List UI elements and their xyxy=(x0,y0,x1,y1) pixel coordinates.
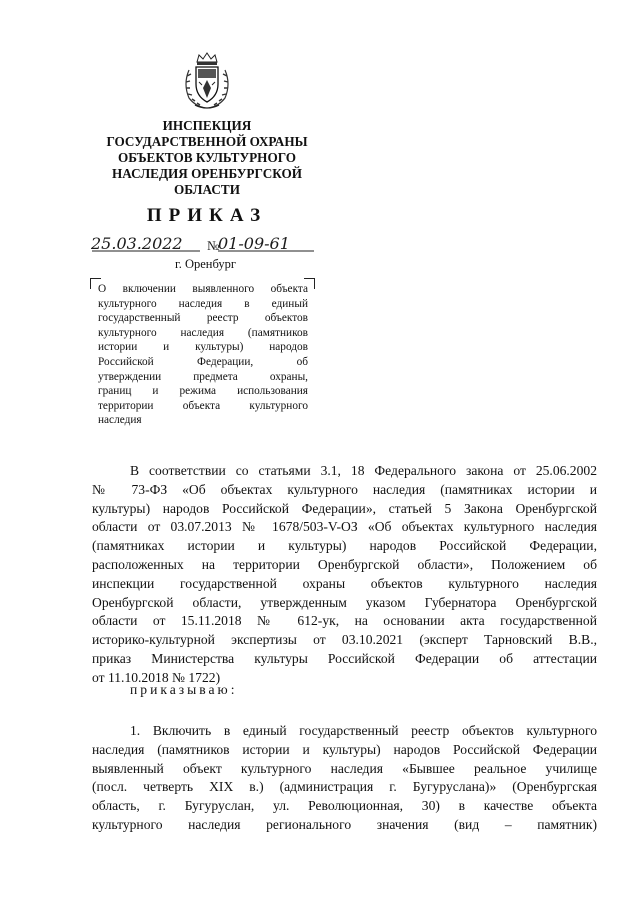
preamble-line: культуры) народов Российской Федерации», статьей 5 Закона Оренбургской xyxy=(92,500,597,516)
preamble-line: (памятниках истории и культуры) народов Российской Федерации, xyxy=(92,538,597,554)
order-word: приказываю: xyxy=(130,682,238,697)
preamble-paragraph xyxy=(92,462,597,688)
subject-line: Российской Федерации, об xyxy=(98,355,308,368)
organization-name xyxy=(92,118,322,198)
item-line: область, г. Бугуруслан, ул. Революционная, 30) в качестве объекта xyxy=(92,798,597,814)
item-line: 1. Включить в единый государственный реестр объектов культурного xyxy=(130,723,597,738)
item-line: (посл. четверть XIX в.) (администрация г. Бугуруслана)» (Оренбургская xyxy=(92,779,597,795)
preamble-line: области от 15.11.2018 № 612-ук, на основании акта государственной xyxy=(92,613,597,629)
subject-line: утверждении предмета охраны, xyxy=(98,370,308,383)
number-sign: № xyxy=(207,238,220,253)
preamble-line: инспекции государственной охраны объектов культурного наследия xyxy=(92,575,597,591)
preamble-line: Оренбургской области, утвержденным указом Губернатора Оренбургской xyxy=(92,594,597,610)
handwritten-number: 01-09-61 xyxy=(218,234,290,253)
preamble-line: В соответствии со статьями 3.1, 18 Федерального закона от 25.06.2002 xyxy=(130,463,597,478)
org-line: ГОСУДАРСТВЕННОЙ ОХРАНЫ xyxy=(106,134,308,149)
subject-line: государственный реестр объектов xyxy=(98,312,308,325)
subject-line: О включении выявленного объекта xyxy=(98,283,308,295)
org-line: ИНСПЕКЦИЯ xyxy=(162,118,252,133)
order-item-1 xyxy=(92,722,597,835)
city-label: г. Оренбург xyxy=(175,257,236,271)
org-line: НАСЛЕДИЯ ОРЕНБУРГСКОЙ xyxy=(112,166,302,181)
coat-of-arms-emblem xyxy=(181,52,233,112)
preamble-line: приказ Министерства культуры Российской Федерации об аттестации xyxy=(92,650,597,666)
org-line: ОБЛАСТИ xyxy=(174,182,240,197)
preamble-line: историко-культурной экспертизы от 03.10.2021 (эксперт Тарновский В.В., xyxy=(92,632,597,648)
subject-line: территории объекта культурного xyxy=(98,399,308,412)
order-subject xyxy=(98,282,308,428)
item-line: наследия (памятников истории и культуры) народов Российской Федерации xyxy=(92,741,597,757)
subject-line: наследия xyxy=(98,414,142,427)
subject-line: границ и режима использования xyxy=(98,385,308,398)
handwritten-date: 25.03.2022 xyxy=(91,234,183,253)
preamble-line: от 11.10.2018 № 1722) xyxy=(92,669,221,685)
subject-line: культурного наследия (памятников xyxy=(98,326,308,339)
preamble-line: области от 03.07.2013 № 1678/503-V-ОЗ «Об объектах культурного наследия xyxy=(92,519,597,535)
item-line: выявленный объект культурного наследия «Бывшее реальное училище xyxy=(92,760,597,776)
subject-line: культурного наследия в единый xyxy=(98,297,308,310)
document-type-title: ПРИКАЗ xyxy=(146,205,268,226)
preamble-line: № 73-ФЗ «Об объектах культурного наследия (памятниках истории и xyxy=(92,481,597,497)
preamble-line: расположенных на территории Оренбургской области», Положением об xyxy=(92,556,597,572)
item-line: культурного наследия регионального значения (вид – памятник) xyxy=(92,816,597,832)
subject-line: истории и культуры) народов xyxy=(98,341,308,354)
org-line: ОБЪЕКТОВ КУЛЬТУРНОГО xyxy=(117,150,297,165)
